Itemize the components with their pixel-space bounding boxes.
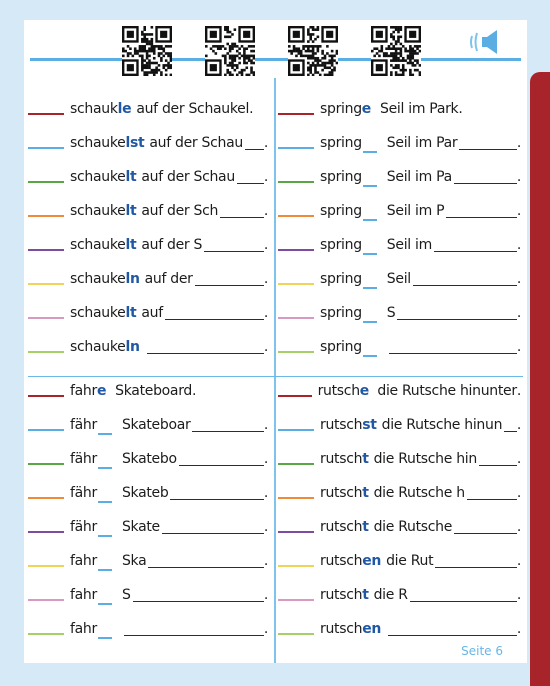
sentence-blank[interactable]	[467, 499, 517, 500]
verb-stem: rutsch	[320, 451, 363, 467]
period: .	[263, 237, 268, 253]
verb-ending: lst	[125, 135, 145, 151]
verb-word	[320, 169, 378, 185]
exercise-line	[28, 262, 268, 296]
sentence-text: Seil im P	[386, 203, 445, 219]
verb-ending: e	[361, 101, 371, 117]
sentence-blank[interactable]	[165, 319, 264, 320]
sentence-text: auf der Schau	[141, 169, 235, 185]
verb-word	[320, 485, 369, 501]
answer-blank[interactable]	[28, 113, 64, 115]
sentence-blank[interactable]	[389, 353, 517, 354]
verb-word	[320, 271, 378, 287]
sentence-text: Skateb	[121, 485, 169, 501]
period: .	[516, 451, 521, 467]
period: .	[516, 203, 521, 219]
answer-blank[interactable]	[278, 531, 314, 533]
verb-word	[70, 339, 140, 355]
exercise-line	[278, 408, 521, 442]
sentence-text: Seil im Park.	[380, 101, 463, 117]
verb-word	[320, 305, 378, 321]
period: .	[263, 339, 268, 355]
period: .	[263, 553, 268, 569]
answer-blank[interactable]	[28, 395, 64, 397]
sentence-blank[interactable]	[388, 635, 517, 636]
verb-stem: rutsch	[320, 621, 363, 637]
verb-ending: e	[359, 383, 369, 399]
worksheet-page	[24, 20, 527, 663]
period: .	[263, 451, 268, 467]
verb-ending: e	[96, 383, 107, 399]
period: .	[263, 169, 268, 185]
sentence-blank[interactable]	[435, 567, 517, 568]
sentence-text: Seil im	[386, 237, 432, 253]
verb-stem: spring	[320, 305, 362, 321]
answer-blank[interactable]	[278, 181, 314, 183]
verb-stem: fahr	[70, 621, 97, 637]
verb-word	[320, 451, 369, 467]
exercise-line	[28, 442, 268, 476]
sentence-blank[interactable]	[397, 319, 516, 320]
verb-stem: schauke	[70, 135, 126, 151]
sentence-text: die Rutsche hin	[373, 451, 477, 467]
verb-word	[320, 621, 381, 637]
verb-stem: spring	[320, 237, 362, 253]
sentence-blank[interactable]	[459, 149, 516, 150]
answer-blank[interactable]	[28, 215, 64, 217]
sentence-text: S	[386, 305, 396, 321]
ending-blank[interactable]	[363, 185, 377, 187]
answer-blank[interactable]	[278, 599, 314, 601]
verb-ending: lt	[125, 237, 137, 253]
period: .	[516, 339, 521, 355]
verb-ending: ln	[125, 271, 140, 287]
answer-blank[interactable]	[278, 317, 314, 319]
header-line	[30, 58, 521, 61]
exercise-line	[278, 476, 521, 510]
answer-blank[interactable]	[278, 351, 314, 353]
answer-blank[interactable]	[278, 113, 314, 115]
verb-stem: rutsch	[317, 383, 360, 399]
sentence-text: auf der Sch	[141, 203, 219, 219]
sentence-blank[interactable]	[148, 567, 263, 568]
verb-word	[70, 451, 113, 467]
verb-stem: rutsch	[320, 587, 363, 603]
ending-blank[interactable]	[363, 321, 377, 323]
answer-blank[interactable]	[278, 249, 314, 251]
verb-ending: en	[362, 553, 382, 569]
column-divider	[274, 78, 276, 663]
sentence-text: Seil	[386, 271, 411, 287]
verb-word	[70, 587, 113, 603]
verb-word	[318, 383, 369, 399]
answer-blank[interactable]	[278, 215, 314, 217]
answer-blank[interactable]	[278, 497, 314, 499]
verb-word	[70, 237, 136, 253]
answer-blank[interactable]	[28, 351, 64, 353]
sentence-blank[interactable]	[220, 217, 264, 218]
verb-word	[70, 135, 144, 151]
period: .	[516, 485, 521, 501]
period: .	[263, 203, 268, 219]
sentence-blank[interactable]	[504, 431, 517, 432]
verb-word	[70, 485, 113, 501]
verb-stem: fähr	[70, 417, 97, 433]
ending-blank[interactable]	[363, 151, 377, 153]
sentence-text: Skate	[121, 519, 160, 535]
answer-blank[interactable]	[28, 429, 64, 431]
exercise-line	[28, 228, 268, 262]
verb-stem: schauke	[70, 271, 126, 287]
verb-word	[320, 339, 378, 355]
verb-word	[320, 237, 378, 253]
answer-blank[interactable]	[28, 531, 64, 533]
page-number: Seite 6	[461, 644, 503, 658]
sentence-text: Ska	[121, 553, 147, 569]
verb-stem: schauke	[70, 203, 126, 219]
sentence-blank[interactable]	[454, 533, 517, 534]
period: .	[263, 621, 268, 637]
ending-blank[interactable]	[98, 603, 112, 605]
verb-word	[320, 101, 371, 117]
verb-stem: spring	[320, 339, 362, 355]
period: .	[516, 135, 521, 151]
period: .	[263, 417, 268, 433]
verb-word	[70, 519, 113, 535]
ending-blank[interactable]	[363, 253, 377, 255]
sentence-blank[interactable]	[192, 431, 263, 432]
ending-blank[interactable]	[98, 637, 112, 639]
verb-stem: spring	[320, 203, 362, 219]
verb-ending: le	[117, 101, 132, 117]
speaker-icon[interactable]	[469, 28, 503, 56]
exercise-line	[278, 544, 521, 578]
sentence-text: die Rutsche h	[373, 485, 465, 501]
sentence-text: Seil im Pa	[386, 169, 452, 185]
ending-blank[interactable]	[98, 501, 112, 503]
sentence-text: die Rutsche	[373, 519, 453, 535]
exercise-line	[28, 578, 268, 612]
sentence-blank[interactable]	[204, 251, 264, 252]
sentence-blank[interactable]	[133, 601, 264, 602]
sentence-text: auf der S	[141, 237, 203, 253]
verb-stem: schauke	[70, 169, 126, 185]
verb-stem: schauke	[70, 339, 126, 355]
qr-code-3[interactable]	[288, 26, 338, 76]
exercise-line	[28, 510, 268, 544]
verb-stem: schauke	[70, 305, 126, 321]
sentence-text: Seil im Par	[386, 135, 458, 151]
answer-blank[interactable]	[278, 147, 314, 149]
exercise-line	[278, 92, 521, 126]
sentence-blank[interactable]	[434, 251, 517, 252]
verb-word	[70, 621, 113, 637]
sentence-blank[interactable]	[446, 217, 517, 218]
answer-blank[interactable]	[28, 463, 64, 465]
verb-stem: spring	[320, 135, 362, 151]
period: .	[516, 271, 521, 287]
exercise-line	[28, 330, 268, 364]
answer-blank[interactable]	[278, 633, 314, 635]
verb-stem: rutsch	[320, 417, 363, 433]
sentence-blank[interactable]	[147, 353, 264, 354]
answer-blank[interactable]	[278, 395, 312, 397]
answer-blank[interactable]	[28, 317, 64, 319]
verb-stem: spring	[320, 169, 362, 185]
period: .	[263, 519, 268, 535]
exercise-line	[278, 126, 521, 160]
verb-stem: fähr	[70, 451, 97, 467]
verb-word	[320, 417, 377, 433]
exercise-line	[278, 578, 521, 612]
verb-word	[320, 203, 378, 219]
verb-ending: lt	[125, 305, 137, 321]
verb-ending: lt	[125, 169, 137, 185]
answer-blank[interactable]	[28, 633, 64, 635]
verb-word	[70, 383, 106, 399]
verb-ending: t	[362, 519, 369, 535]
sentence-blank[interactable]	[237, 183, 264, 184]
period: .	[263, 271, 268, 287]
exercise-line	[278, 160, 521, 194]
exercise-line	[278, 194, 521, 228]
sentence-text: die R	[373, 587, 408, 603]
sentence-text: auf	[141, 305, 163, 321]
period: .	[263, 135, 268, 151]
sentence-text: die Rutsche hinunter	[377, 383, 517, 399]
verb-ending: t	[362, 587, 369, 603]
answer-blank[interactable]	[28, 283, 64, 285]
exercise-line	[278, 330, 521, 364]
exercise-line	[28, 194, 268, 228]
sentence-blank[interactable]	[479, 465, 517, 466]
verb-stem: rutsch	[320, 519, 363, 535]
verb-word	[70, 271, 140, 287]
verb-word	[320, 587, 369, 603]
ending-blank[interactable]	[363, 287, 377, 289]
verb-stem: spring	[320, 101, 362, 117]
answer-blank[interactable]	[278, 429, 314, 431]
answer-blank[interactable]	[28, 565, 64, 567]
verb-word	[70, 417, 113, 433]
period: .	[263, 305, 268, 321]
verb-word	[70, 203, 136, 219]
sentence-text: Skateboard.	[115, 383, 197, 399]
sentence-text: auf der Schaukel.	[136, 101, 254, 117]
answer-blank[interactable]	[278, 463, 314, 465]
qr-code-2[interactable]	[205, 26, 255, 76]
verb-word	[70, 305, 136, 321]
period: .	[516, 383, 521, 399]
sentence-blank[interactable]	[410, 601, 517, 602]
sentence-blank[interactable]	[195, 285, 264, 286]
answer-blank[interactable]	[28, 497, 64, 499]
verb-stem: fähr	[70, 485, 97, 501]
exercise-line	[28, 612, 268, 646]
verb-stem: fahr	[70, 383, 97, 399]
qr-code-4[interactable]	[371, 26, 421, 76]
verb-word	[70, 101, 131, 117]
sentence-text: die Rut	[386, 553, 434, 569]
period: .	[516, 305, 521, 321]
side-tab	[530, 72, 550, 686]
sentence-blank[interactable]	[162, 533, 264, 534]
verb-ending: lt	[125, 203, 137, 219]
exercise-line	[28, 476, 268, 510]
period: .	[516, 169, 521, 185]
verb-stem: fahr	[70, 553, 97, 569]
period: .	[516, 553, 521, 569]
sentence-blank[interactable]	[245, 149, 264, 150]
answer-blank[interactable]	[278, 565, 314, 567]
sentence-blank[interactable]	[170, 499, 263, 500]
period: .	[263, 485, 268, 501]
sentence-text: Skateboar	[121, 417, 191, 433]
exercise-line	[278, 510, 521, 544]
exercise-line	[28, 408, 268, 442]
ending-blank[interactable]	[98, 569, 112, 571]
period: .	[516, 519, 521, 535]
period: .	[516, 621, 521, 637]
ending-blank[interactable]	[363, 355, 377, 357]
sentence-blank[interactable]	[179, 465, 264, 466]
period: .	[516, 417, 521, 433]
sentence-text: auf der Schau	[149, 135, 243, 151]
ending-blank[interactable]	[98, 535, 112, 537]
qr-code-1[interactable]	[122, 26, 172, 76]
verb-stem: rutsch	[320, 485, 363, 501]
sentence-text: Skatebo	[121, 451, 177, 467]
verb-stem: fähr	[70, 519, 97, 535]
sentence-blank[interactable]	[413, 285, 517, 286]
sentence-text: S	[121, 587, 131, 603]
period: .	[516, 587, 521, 603]
answer-blank[interactable]	[28, 599, 64, 601]
exercise-line	[28, 296, 268, 330]
verb-stem: fahr	[70, 587, 97, 603]
verb-stem: rutsch	[320, 553, 363, 569]
verb-word	[320, 553, 381, 569]
answer-blank[interactable]	[28, 249, 64, 251]
period: .	[516, 237, 521, 253]
sentence-blank[interactable]	[124, 635, 264, 636]
exercise-line	[278, 296, 521, 330]
verb-word	[320, 519, 369, 535]
verb-stem: spring	[320, 271, 362, 287]
period: .	[263, 587, 268, 603]
sentence-text: auf der	[144, 271, 193, 287]
verb-ending: en	[362, 621, 382, 637]
verb-stem: schauke	[70, 237, 126, 253]
verb-ending: ln	[125, 339, 140, 355]
exercise-line	[278, 442, 521, 476]
answer-blank[interactable]	[278, 283, 314, 285]
exercise-line	[28, 544, 268, 578]
ending-blank[interactable]	[363, 219, 377, 221]
sentence-text: die Rutsche hinun	[381, 417, 503, 433]
exercise-line	[278, 612, 521, 646]
verb-word	[70, 553, 113, 569]
exercise-line	[28, 160, 268, 194]
ending-blank[interactable]	[98, 467, 112, 469]
answer-blank[interactable]	[28, 181, 64, 183]
sentence-blank[interactable]	[454, 183, 517, 184]
verb-word	[320, 135, 378, 151]
verb-stem: schauk	[70, 101, 118, 117]
answer-blank[interactable]	[28, 147, 64, 149]
exercise-line	[28, 374, 268, 408]
ending-blank[interactable]	[98, 433, 112, 435]
exercise-line	[28, 92, 268, 126]
exercise-line	[28, 126, 268, 160]
exercise-line	[278, 374, 521, 408]
verb-ending: t	[362, 485, 369, 501]
verb-ending: st	[362, 417, 377, 433]
verb-ending: t	[362, 451, 369, 467]
exercise-line	[278, 228, 521, 262]
verb-word	[70, 169, 136, 185]
exercise-line	[278, 262, 521, 296]
